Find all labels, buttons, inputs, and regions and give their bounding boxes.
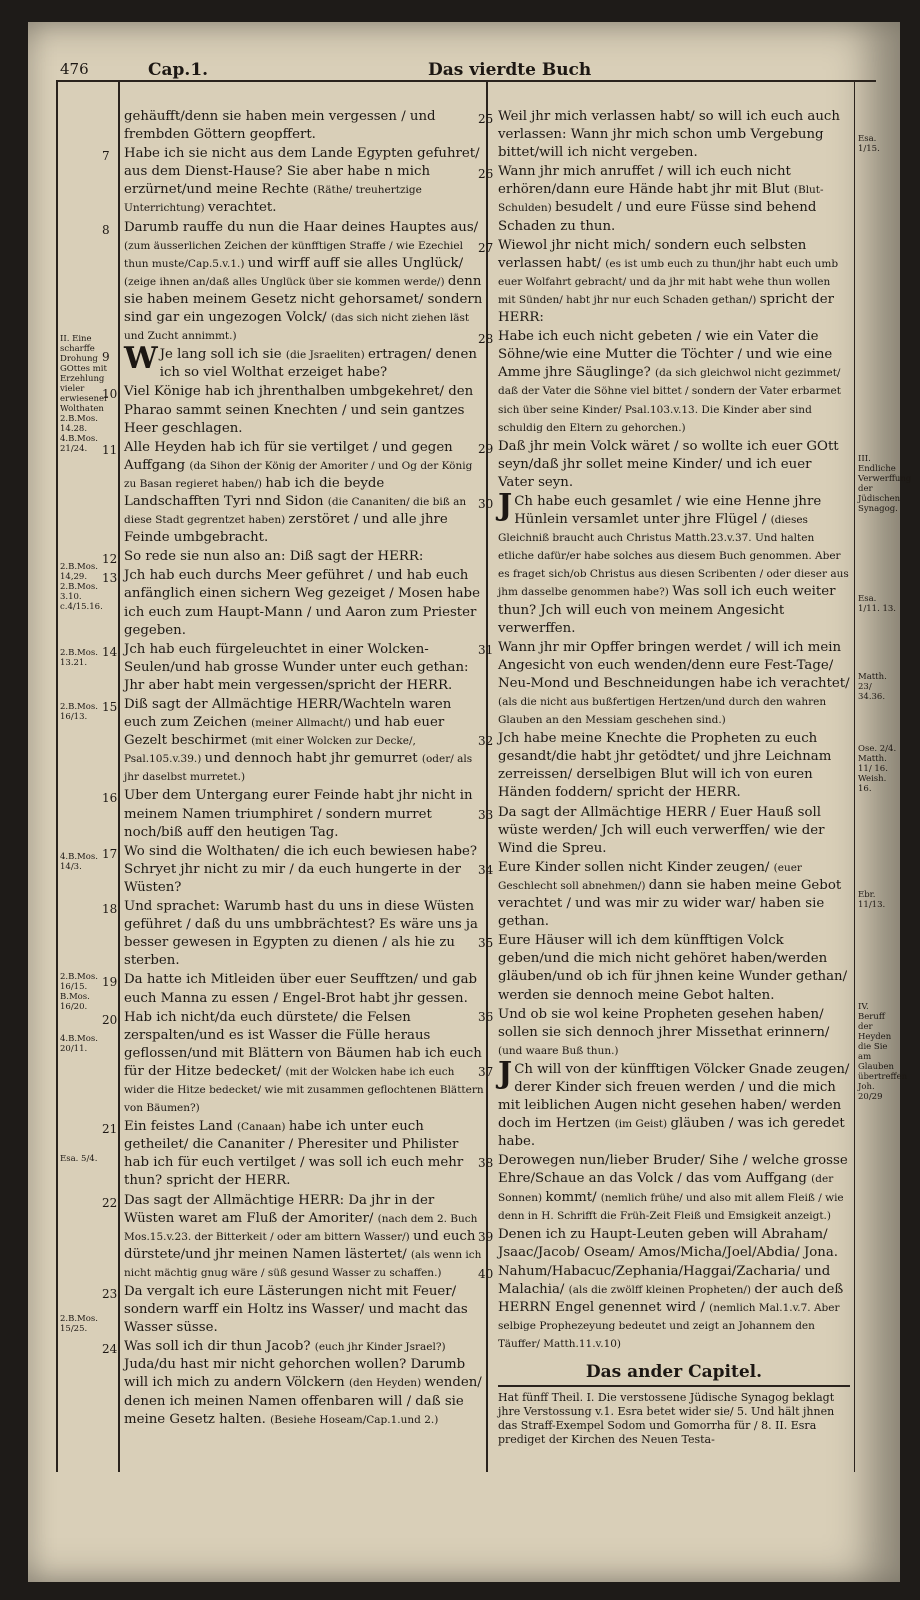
verse-number: 17: [102, 846, 118, 861]
verse-text: und hab euer Gezelt beschirmet: [124, 715, 445, 749]
verse: [102, 567, 484, 639]
verse-gloss: (Besiehe Hoseam/Cap.1.und 2.): [270, 1413, 439, 1426]
margin-note: Esa. 1/11. 13.: [858, 594, 897, 614]
verse-gloss: (mit der Wolcken habe ich euch wider die Hitze bedecket/ wie mit zusammen geflochtenen Blättern von Bäumen?): [124, 1065, 484, 1115]
verse-text: Je lang soll ich sie: [159, 347, 286, 363]
verse-text: Jch hab euch durchs Meer geführet / und hab euch anfänglich einen sichern Weg gezeiget / Mosen habe ich euch zum Haupt-Mann / und Aaron zum Priester gegeben.: [124, 568, 480, 638]
verse-gloss: (nemlich frühe/ und also mit allem Fleiß / wie denn in H. Schrifft die Früh-Zeit Fleiß und Emsigkeit anzeigt.): [498, 1191, 844, 1222]
chapter-summary: Hat fünff Theil. I. Die verstossene Jüdische Synagog beklagt jhre Verstossung v.1. Esra betet wider sie/ 5. Und hält jhnen das Straff-Exempel Sodom und Gomorrha für / 8. II. Esra prediget der Kirchen des Neuen Testa-: [498, 1385, 850, 1447]
verse: [478, 438, 850, 492]
verse-text: Wann jhr mir Opffer bringen werdet / will ich mein Angesicht von euch wenden/denn eure Fest-Tage/ Neu-Mond und Beschneidungen habe ich verachtet/: [498, 639, 850, 691]
verse-number: 21: [102, 1122, 118, 1137]
verse-text: Weil jhr mich verlassen habt/ so will ich euch auch verlassen: Wann jhr mich schon umb Vergebung bittet/will ich nicht vergeben.: [498, 109, 840, 161]
verse-text: Jch hab euch fürgeleuchtet in einer Wolcken-Seulen/und hab grosse Wunder unter euch gethan: Jhr aber habt mein vergessen/spricht der HERR.: [124, 641, 469, 693]
verse: [478, 108, 850, 162]
verse: [478, 804, 850, 858]
verse-gloss: (zeige ihnen an/daß alles Unglück über sie kommen werde/): [124, 275, 448, 288]
verse: [102, 898, 484, 970]
margin-note: IV. Beruff der Heyden die Sie am Glauben übertreffen Joh. 20/29: [858, 1002, 908, 1102]
verse-gloss: (mit einer Wolcken zur Decke/, Psal.105.v.39.): [124, 735, 416, 766]
verse-gloss: (den Heyden): [348, 1377, 425, 1390]
page-number: 476: [60, 60, 89, 78]
verse-text: hab ich die beyde Landschafften Tyri nnd Sidon: [124, 475, 385, 509]
verse-text: Ch will von der künfftigen Völcker Gnade zeugen/ derer Kinder sich freuen werden / und die mich mit leiblichen Augen nicht gesehen haben/ werden doch im Hertzen: [498, 1061, 850, 1132]
verse-number: 8: [102, 222, 110, 237]
verse-text: Daß jhr mein Volck wäret / so wollte ich euer GOtt seyn/daß jhr sollet meine Kinder/ und ich euer Vater seyn.: [498, 438, 839, 490]
verse-number: 15: [102, 700, 118, 714]
verse-number: 7: [102, 149, 110, 164]
verse-text: Alle Heyden hab ich für sie vertilget / und gegen Auffgang: [124, 439, 453, 473]
verse-text: denn sie haben meinem Gesetz nicht gehorsamet/ sondern sind gar ein ungezogen Volck/: [124, 273, 483, 326]
verse-text: Eure Häuser will ich dem künfftigen Volck geben/und die mich nicht gehöret haben/werden gläuben/und ob ich für jhnen keine Wunder gethan/ werden sie dennoch meine Gebot halten.: [498, 933, 848, 1003]
verse-text: Da sagt der Allmächtige HERR / Euer Hauß soll wüste werden/ Jch will euch verwerffen/ wie der Wind die Spreu.: [498, 804, 825, 856]
left-border: [56, 82, 58, 1472]
verse-gloss: (meiner Allmacht/): [251, 717, 355, 730]
verse-text: Und ob sie wol keine Propheten gesehen haben/ sollen sie sich dennoch jhrer Missethat erinnern/: [498, 1006, 830, 1040]
verse-gloss: (Räthe/ treuhertzige Unterrichtung): [124, 184, 422, 215]
verse-text: Viel Könige hab ich jhrenthalben umbgekehret/ den Pharao sammt seinen Knechten / und sein gantzes Heer geschlagen.: [124, 384, 474, 436]
verse-gloss: (als die zwölff kleinen Propheten/): [568, 1284, 755, 1296]
verse-number: 25: [478, 112, 494, 126]
verse-text: Was soll ich euch weiter thun? Jch will euch von meinem Angesicht verwerffen.: [498, 584, 836, 636]
verse-text: verachtet.: [208, 200, 277, 216]
verse: [102, 1338, 484, 1428]
verse: [478, 1152, 850, 1224]
next-chapter-title: Das ander Capitel.: [585, 1362, 763, 1383]
verse-text: spricht der HERR:: [498, 291, 834, 326]
margin-note: II. Eine scharffe Drohung GOttes mit Erzehlung vieler erwiesener Wolthaten 2.B.Mos. 14.28. 4.B.Mos. 21/24.: [60, 334, 109, 454]
verse-number: 11: [102, 442, 118, 457]
verse: [102, 787, 484, 841]
verse: [102, 1192, 484, 1282]
verse: [102, 971, 484, 1007]
verse-text: Ch habe euch gesamlet / wie eine Henne jhre Hünlein versamlet unter jhre Flügel /: [514, 493, 822, 528]
verse-gloss: (als wenn ich nicht mächtig gnug wäre / süß gesund Wasser zu schaffen.): [124, 1248, 482, 1279]
verse: [478, 859, 850, 931]
header-rule: [56, 80, 876, 82]
verse-text: und dennoch habt jhr gemurret: [204, 751, 422, 767]
verse-gloss: (und waare Buß thun.): [498, 1044, 619, 1057]
verse-gloss: (Canaan): [236, 1121, 289, 1134]
margin-note: 2.B.Mos. 13.21.: [60, 648, 98, 668]
margin-note: 2.B.Mos. 14,29. 2.B.Mos. 3.10. c.4/15.16.: [60, 562, 103, 612]
chapter-header: Cap.1.: [148, 60, 209, 80]
margin-note: Matth. 23/ 34.36.: [858, 672, 887, 702]
verse: [102, 1118, 484, 1190]
verse-gloss: (euer Geschlecht soll abnehmen/): [498, 861, 802, 892]
verse-number: 16: [102, 791, 118, 806]
verse-gloss: (die Cananiten/ die biß an diese Stadt gegrentzet haben): [124, 495, 467, 527]
verse-text: Eure Kinder sollen nicht Kinder zeugen/: [498, 859, 774, 875]
verse-number: 39: [478, 1229, 494, 1244]
verse-text: zerstöret / und alle jhre Feinde umbgebracht.: [124, 512, 448, 546]
verse: [102, 641, 484, 695]
verse-gloss: (der Sonnen): [498, 1173, 834, 1204]
verse: [478, 730, 850, 802]
verse-gloss: (nemlich Mal.1.v.7. Aber selbige Prophezeyung bedeutet und zeigt an Johannem den Täuffer/ Matth.11.v.10): [498, 1302, 840, 1351]
drop-capital: J: [498, 487, 513, 523]
verse-gloss: (als die nicht aus bußfertigen Hertzen/und durch den wahren Glauben an den Messiam geschehen sind.): [498, 696, 827, 727]
verse-text: gläuben / was ich geredet habe.: [498, 1116, 845, 1150]
verse-gloss: (die Jsraeliten): [285, 349, 369, 362]
verse: [102, 548, 484, 567]
verse-number: 40: [478, 1266, 494, 1281]
verse-text: Jch habe meine Knechte die Propheten zu euch gesandt/die habt jhr getödtet/ und jhre Leichnam zerreissen/ derselbigen Blut will ich von euren Händen foddern/ spricht der HERR.: [498, 731, 832, 801]
verse-gloss: (Blut-Schulden): [498, 184, 824, 215]
verse: [478, 1226, 850, 1262]
book-page: [28, 22, 912, 1582]
verse-number: 24: [102, 1342, 118, 1357]
verse-number: 14: [102, 644, 118, 659]
verse-text: Wo sind die Wolthaten/ die ich euch bewiesen habe? Schryet jhr nicht zu mir / da euch hungerte in der Wüsten?: [124, 843, 477, 895]
verse-number: 30: [478, 496, 494, 511]
verse-text: Diß sagt der Allmächtige HERR/Wachteln waren euch zum Zeichen: [124, 697, 452, 731]
verse-number: 27: [478, 240, 494, 255]
verse-number: 29: [478, 441, 494, 456]
verse-number: 19: [102, 975, 118, 990]
verse-text: gehäufft/denn sie haben mein vergessen / und frembden Göttern geopffert.: [124, 109, 436, 143]
verse-text: Nahum/Habacuc/Zephania/Haggai/Zacharia/ und Malachia/: [498, 1263, 831, 1297]
verse-number: 23: [102, 1287, 118, 1301]
margin-note: Esa. 1/15.: [858, 134, 880, 154]
verse: [102, 843, 484, 897]
verse-gloss: (es ist umb euch zu thun/jhr habt euch umb euer Wolfahrt gebracht/ und da jhr mit habt wehe thun wollen mit Sünden/ habt jhr nur euch Schaden gethan/): [498, 257, 839, 306]
margin-note: 2.B.Mos. 16/15. B.Mos. 16/20.: [60, 972, 98, 1012]
verse: [478, 1055, 850, 1151]
verse-text: der auch deß HERRN Engel genennet wird /: [498, 1282, 844, 1316]
verse-text: Habe ich sie nicht aus dem Lande Egypten gefuhret/ aus dem Dienst-Hause? Sie aber habe n mich erzürnet/und meine Rechte: [124, 146, 480, 198]
verse: [102, 383, 484, 437]
verse-number: 33: [478, 807, 494, 822]
verse-text: Das sagt der Allmächtige HERR: Da jhr in der Wüsten waret am Fluß der Amoriter/: [124, 1192, 435, 1226]
margin-rule-left: [118, 82, 120, 1472]
verse-text: So rede sie nun also an: Diß sagt der HERR:: [124, 549, 424, 565]
verse-text: Da hatte ich Mitleiden über euer Seufftzen/ und gab euch Manna zu essen / Engel-Brot habt jhr gessen.: [124, 972, 478, 1006]
verse-text: Denen ich zu Haupt-Leuten geben will Abraham/ Jsaac/Jacob/ Oseam/ Amos/Micha/Joel/Abdia/ Jona.: [498, 1226, 839, 1260]
verse-text: Habe ich euch nicht gebeten / wie ein Vater die Söhne/wie eine Mutter die Töchter / und wie eine Amme jhre Säuglinge?: [498, 329, 833, 381]
verse-number: 20: [102, 1012, 118, 1027]
verse-number: 13: [102, 571, 118, 586]
verse-text: habe ich unter euch getheilet/ die Cananiter / Pheresiter und Philister hab ich für euch vertilget / was soll ich euch mehr thun? spricht der HERR.: [124, 1119, 464, 1189]
verse-text: und wirff auff sie alles Unglück/: [247, 255, 464, 271]
verse-text: Da vergalt ich eure Lästerungen nicht mit Feuer/ sondern warff ein Holtz ins Wasser/ und macht das Wasser süsse.: [124, 1284, 468, 1336]
verse-number: 32: [478, 734, 494, 749]
verse: [478, 1263, 850, 1353]
verse: [102, 341, 484, 382]
verse: [102, 1283, 484, 1337]
verse: [478, 237, 850, 327]
verse-gloss: (da sich gleichwol nicht gezimmet/ daß der Vater die Söhne viel bittet / sondern der Vater erbarmet sich über seine Kinder/ Psal.103.v.13. Die Kinder aber sind schuldig den Eltern zu gehorchen.): [498, 367, 841, 434]
margin-note: Ebr. 11/13.: [858, 890, 886, 910]
verse-number: 31: [478, 642, 494, 657]
verse-number: 34: [478, 862, 494, 877]
margin-note: 4.B.Mos. 14/3.: [60, 852, 98, 872]
verse-text: Was soll ich dir thun Jacob?: [124, 1339, 315, 1355]
right-text-column: [478, 108, 850, 1447]
verse-gloss: (da Sihon der König der Amoriter / und Og der König zu Basan regieret haben/): [124, 459, 473, 490]
verse: [102, 1009, 484, 1118]
verse-number: 28: [478, 332, 494, 347]
verse-text: Juda/du hast mir nicht gehorchen wollen? Darumb will ich mich zu andern Völckern: [124, 1357, 466, 1391]
verse-number: 12: [102, 552, 118, 567]
verse: [478, 163, 850, 235]
verse-gloss: (nach dem 2. Buch Mos.15.v.23. der Bitterkeit / oder am bittern Wasser/): [124, 1212, 478, 1243]
margin-rule-right: [854, 82, 855, 1472]
drop-capital: W: [124, 341, 158, 377]
verse-text: Wiewol jhr nicht mich/ sondern euch selbsten verlassen habt/: [498, 237, 807, 271]
verse: [478, 487, 850, 638]
verse-gloss: (das sich nicht ziehen läst und Zucht annimmt.): [124, 312, 470, 343]
verse-number: 37: [478, 1064, 494, 1079]
verse: [478, 328, 850, 437]
verse-number: 38: [478, 1156, 494, 1171]
margin-note: 2.B.Mos. 15/25.: [60, 1314, 98, 1334]
verse-text: Wann jhr mich anruffet / will ich euch nicht erhören/dann eure Hände habt jhr mit Blut: [498, 164, 794, 198]
column-divider: [486, 82, 488, 1472]
verse-text: Ein feistes Land: [124, 1119, 237, 1135]
left-text-column: [102, 108, 484, 1430]
verse-gloss: (dieses Gleichniß braucht auch Christus Matth.23.v.37. Und halten etliche dafür/er habe solches aus diesem Buch genommen. Aber es fraget sich/ob Christus aus diesen Scribenten / oder dieser aus jhm dasselbe genommen habe?): [498, 514, 849, 599]
verse: [478, 932, 850, 1004]
verse: [478, 1006, 850, 1060]
verse-text: Darumb rauffe du nun die Haar deines Hauptes aus/: [124, 219, 479, 235]
verse-number: 26: [478, 167, 494, 182]
verse: [102, 219, 484, 346]
verse: [102, 145, 484, 217]
verse-text: und euch dürstete/und jhr meinen Namen lästertet/: [124, 1228, 476, 1262]
verse-text: dann sie haben meine Gebot verachtet / und was mir zu wider war/ haben sie gethan.: [498, 877, 842, 930]
verse-gloss: (zum äusserlichen Zeichen der künfftigen Straffe / wie Ezechiel thun muste/Cap.5.v.1.): [124, 239, 463, 270]
verse-number: 10: [102, 387, 118, 402]
verse: [102, 439, 484, 548]
margin-note: Ose. 2/4. Matth. 11/ 16. Weish. 16.: [858, 744, 897, 794]
margin-note: 4.B.Mos. 20/11.: [60, 1034, 98, 1054]
verse-text: kommt/: [545, 1189, 601, 1205]
verse-text: Derowegen nun/lieber Bruder/ Sihe / welche grosse Ehre/Schaue an das Volck / das vom Auffgang: [498, 1153, 848, 1187]
verse: [124, 108, 484, 144]
verse-gloss: (im Geist): [614, 1118, 671, 1131]
verse-text: Hab ich nicht/da euch dürstete/ die Felsen zerspalten/und es ist Wasser die Fülle heraus geflossen/und mit Blättern von Bäumen hab ich euch für der Hitze bedecket/: [124, 1009, 482, 1079]
verse-text: ertragen/ denen ich so viel Wolthat erzeiget habe?: [159, 347, 477, 381]
verse-number: 36: [478, 1009, 494, 1024]
verse-text: Und sprachet: Warumb hast du uns in diese Wüsten geführet / daß du uns umbbrächtest? Es wäre uns ja besser gewesen in Egypten zu dienen / als hie zu sterben.: [124, 899, 478, 969]
verse-text: besudelt / und eure Füsse sind behend Schaden zu thun.: [498, 200, 817, 234]
margin-note: Esa. 5/4.: [60, 1154, 98, 1164]
verse-gloss: (oder/ als jhr daselbst murretet.): [124, 753, 473, 784]
verse-number: 35: [478, 936, 494, 951]
verse-number: 9: [102, 350, 110, 365]
verse-number: 22: [102, 1195, 118, 1210]
drop-capital: J: [498, 1055, 513, 1091]
book-header: Das vierdte Buch: [428, 60, 592, 80]
verse-text: Uber dem Untergang eurer Feinde habt jhr nicht in meinem Namen triumphiret / sondern murret noch/biß auff den heutigen Tag.: [124, 788, 473, 840]
margin-note: 2.B.Mos. 16/13.: [60, 702, 98, 722]
margin-note: III. Endliche Verwerffung der Jüdischen Synagog.: [858, 454, 912, 514]
verse-number: 18: [102, 902, 118, 917]
verse: [102, 696, 484, 786]
verse: [478, 639, 850, 729]
verse-gloss: (euch jhr Kinder Jsrael?): [314, 1341, 446, 1354]
verse-text: wenden/ denen ich meinen Namen offenbaren will / daß sie meine Gesetz halten.: [124, 1375, 482, 1427]
